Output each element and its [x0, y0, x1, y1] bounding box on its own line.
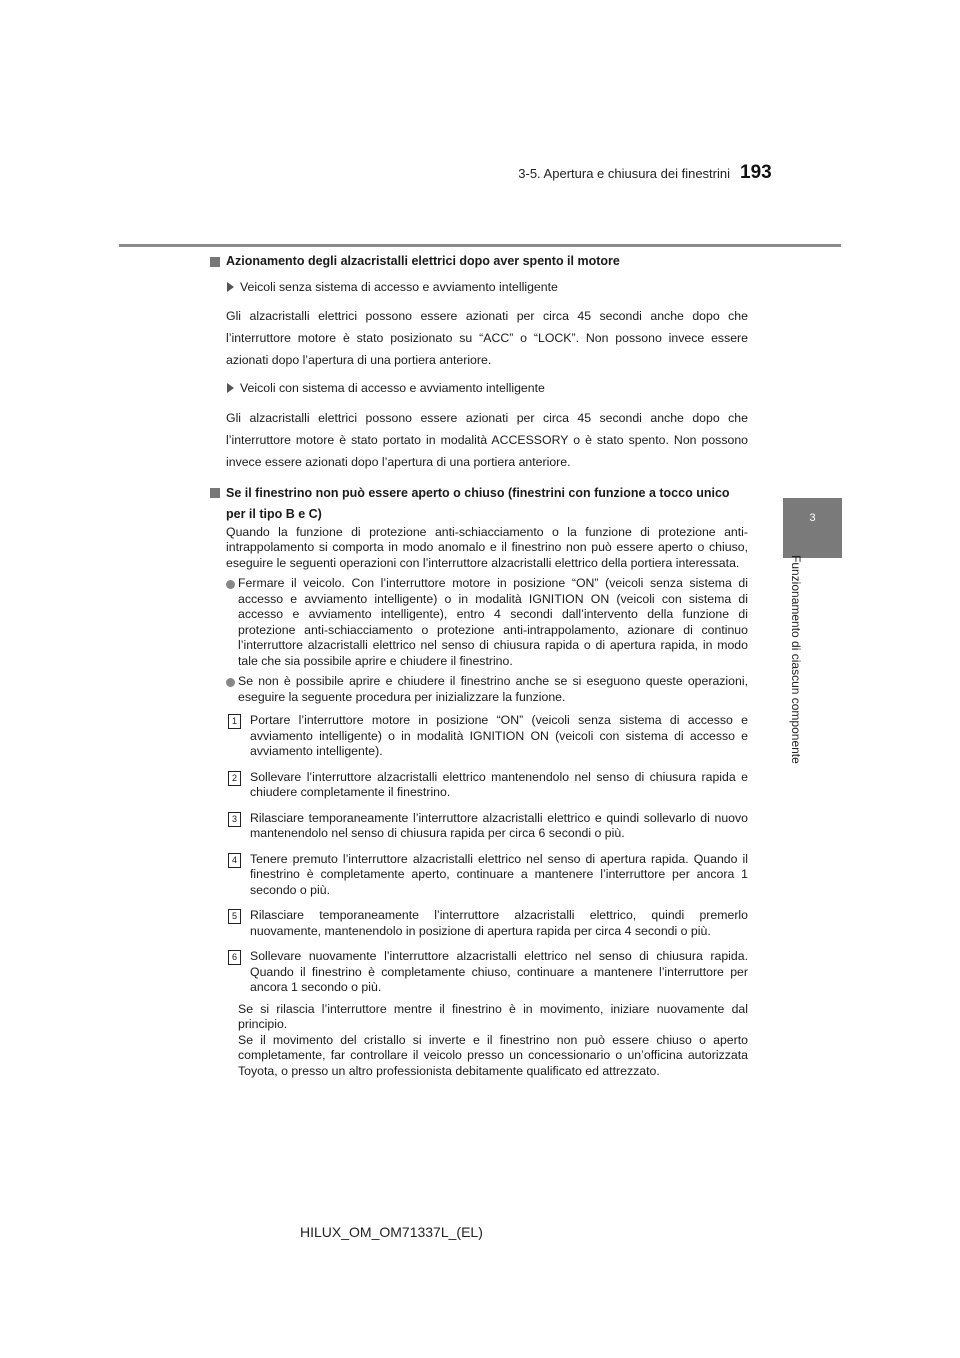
- step-number: 5: [228, 909, 241, 924]
- bullet-text: Fermare il veicolo. Con l’interruttore motore in posizione “ON” (veicoli senza sistema di accesso e avviamento intelligente) o in modalità IGNITION ON (veicoli con sistema di accesso e avviamento intelligente), entro 4 secondi dall’intervento della funzione di protezione anti-schiacciamento o protezione anti-intrappolamento, azionare di continuo l’interruttore alzacristalli elettrico nel senso di chiusura rapida o di apertura rapida, in modo tale che sia possibile aprire e chiudere il finestrino.: [238, 576, 748, 668]
- step-text: Portare l’interruttore motore in posizione “ON” (veicoli senza sistema di accesso e avviamento intelligente) o in modalità IGNITION ON (veicoli con sistema di accesso e avviamento intelligente).: [250, 713, 748, 758]
- page-content: [210, 254, 748, 1079]
- step-text: Rilasciare temporaneamente l’interruttore alzacristalli elettrico e quindi sollevarlo di nuovo mantenendolo nel senso di chiusura rapida per circa 6 secondi o più.: [250, 810, 748, 840]
- heading-text: Azionamento degli alzacristalli elettrici dopo aver spento il motore: [226, 254, 620, 268]
- step-number: 4: [228, 853, 241, 868]
- chapter-label: Funzionamento di ciascun componente: [789, 555, 803, 764]
- paragraph: Quando la funzione di protezione anti-schiacciamento o la funzione di protezione anti-intrappolamento si comporta in modo anomalo e il finestrino non può essere aperto o chiuso, eseguire le seguenti operazioni con l’interruttore alzacristalli elettrico della portiera interessata.: [226, 524, 748, 570]
- footer-code: HILUX_OM_OM71337L_(EL): [300, 1224, 483, 1240]
- step-number: 3: [228, 812, 241, 827]
- step-item: [210, 852, 748, 899]
- square-bullet-icon: [210, 488, 220, 498]
- step-item: [210, 908, 748, 939]
- section-title: 3-5. Apertura e chiusura dei finestrini: [518, 166, 730, 181]
- step-text: Sollevare l’interruttore alzacristalli elettrico mantenendolo nel senso di chiusura rapida e chiudere completamente il finestrino.: [250, 769, 748, 799]
- paragraph: Gli alzacristalli elettrici possono essere azionati per circa 45 secondi anche dopo che l’interruttore motore è stato posizionato su “ACC” o “LOCK”. Non possono invece essere azionati dopo l’apertura di una portiera anteriore.: [226, 309, 748, 367]
- chapter-number: 3: [809, 512, 816, 524]
- note-paragraph: Se il movimento del cristallo si inverte e il finestrino non può essere chiuso o aperto completamente, far controllare il veicolo presso un concessionario o un’officina autorizzata Toyota, o presso un altro professionista debitamente qualificato ed attrezzato.: [238, 1032, 748, 1078]
- section-heading-2: [210, 483, 748, 525]
- triangle-icon: [227, 282, 234, 292]
- step-number: 1: [228, 714, 241, 729]
- step-text: Tenere premuto l’interruttore alzacristalli elettrico nel senso di apertura rapida. Quando il finestrino è completamente aperto, continuare a mantenere l’interruttore per ancora 1 secondo o più.: [250, 851, 748, 897]
- circle-bullet-icon: [226, 580, 235, 589]
- heading-text: Se il finestrino non può essere aperto o chiuso (finestrini con funzione a tocco unico per il tipo B e C): [226, 485, 730, 521]
- paragraph: Gli alzacristalli elettrici possono essere azionati per circa 45 secondi anche dopo che l’interruttore motore è stato portato in modalità ACCESSORY o è stato spento. Non possono invece essere azionati dopo l’apertura di una portiera anteriore.: [226, 410, 748, 469]
- step-number: 2: [228, 771, 241, 786]
- step-item: [210, 949, 748, 996]
- step-text: Rilasciare temporaneamente l’interruttore alzacristalli elettrico, quindi premerlo nuovamente, mantenendolo in posizione di apertura rapida per circa 4 secondi o più.: [250, 908, 748, 938]
- step-item: [210, 811, 748, 842]
- bullet-item: [210, 674, 748, 705]
- step-item: [210, 713, 748, 760]
- bullet-item: [210, 576, 748, 669]
- subheading-text: Veicoli con sistema di accesso e avviamento intelligente: [240, 381, 545, 395]
- step-item: [210, 770, 748, 801]
- page-number: 193: [740, 162, 772, 183]
- circle-bullet-icon: [226, 678, 235, 687]
- section-heading-1: [210, 254, 748, 270]
- bullet-text: Se non è possibile aprire e chiudere il finestrino anche se si eseguono queste operazioni, eseguire la seguente procedura per inizializzare la funzione.: [238, 674, 748, 704]
- step-text: Sollevare nuovamente l’interruttore alzacristalli elettrico nel senso di chiusura rapida. Quando il finestrino è completamente chiuso, continuare a mantenere l’interruttore per ancora 1 secondo o più.: [250, 949, 748, 994]
- subheading-1: [210, 280, 748, 296]
- square-bullet-icon: [210, 257, 220, 267]
- triangle-icon: [227, 383, 234, 393]
- chapter-side-label: [789, 555, 803, 790]
- chapter-tab: [783, 498, 842, 558]
- step-number: 6: [228, 950, 241, 965]
- header-divider: [119, 244, 841, 247]
- subheading-text: Veicoli senza sistema di accesso e avviamento intelligente: [240, 279, 558, 294]
- note-paragraph: Se si rilascia l’interruttore mentre il finestrino è in movimento, iniziare nuovamente dal principio.: [238, 1001, 748, 1031]
- subheading-2: [210, 381, 748, 397]
